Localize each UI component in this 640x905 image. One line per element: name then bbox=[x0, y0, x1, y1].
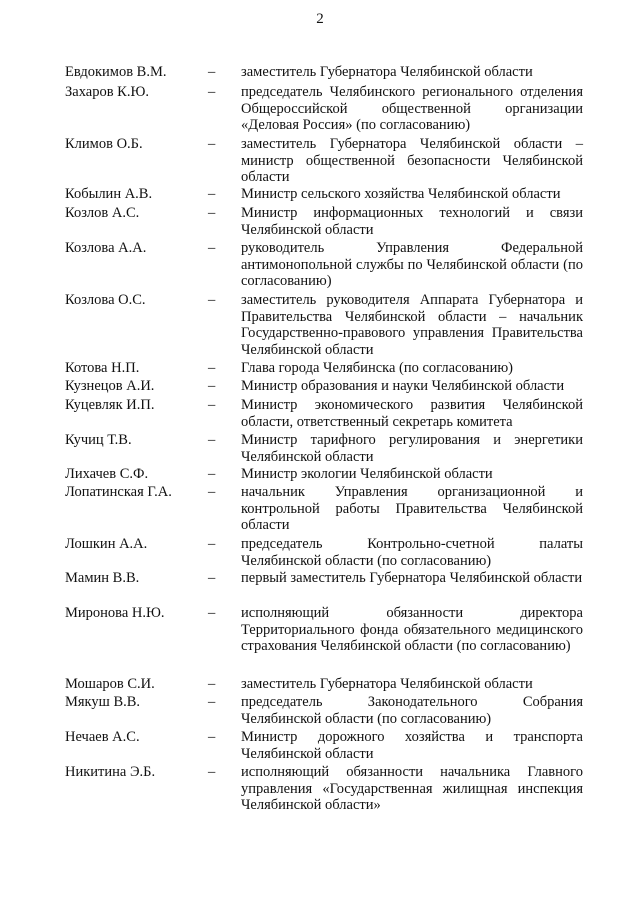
member-dash: – bbox=[208, 466, 216, 482]
member-dash: – bbox=[208, 729, 216, 745]
member-dash: – bbox=[208, 397, 216, 413]
member-role: Министр сельского хозяйства Челябинской области bbox=[241, 186, 561, 202]
member-dash: – bbox=[208, 186, 216, 202]
member-role: исполняющий обязанности директора Территориального фонда обязательного медицинского страхования Челябинской области (по согласованию) bbox=[241, 605, 583, 655]
member-dash: – bbox=[208, 484, 216, 500]
member-dash: – bbox=[208, 84, 216, 100]
member-name: Евдокимов В.М. bbox=[65, 64, 167, 80]
page-number: 2 bbox=[316, 11, 324, 27]
member-dash: – bbox=[208, 292, 216, 308]
member-name: Мамин В.В. bbox=[65, 570, 140, 586]
member-role: Министр информационных технологий и связи Челябинской области bbox=[241, 205, 583, 238]
member-name: Кобылин А.В. bbox=[65, 186, 153, 202]
member-dash: – bbox=[208, 694, 216, 710]
member-dash: – bbox=[208, 378, 216, 394]
member-dash: – bbox=[208, 536, 216, 552]
member-name: Мякуш В.В. bbox=[65, 694, 141, 710]
member-dash: – bbox=[208, 676, 216, 692]
member-dash: – bbox=[208, 136, 216, 152]
member-dash: – bbox=[208, 432, 216, 448]
member-role: председатель Контрольно-счетной палаты Челябинской области (по согласованию) bbox=[241, 536, 583, 569]
member-role: исполняющий обязанности начальника Главного управления «Государственная жилищная инспекция Челябинской области» bbox=[241, 764, 583, 814]
member-role: заместитель Губернатора Челябинской области bbox=[241, 676, 533, 692]
member-role: начальник Управления организационной и контрольной работы Правительства Челябинской области bbox=[241, 484, 583, 534]
member-role: Министр экономического развития Челябинской области, ответственный секретарь комитета bbox=[241, 397, 583, 430]
member-role: Глава города Челябинска (по согласованию) bbox=[241, 360, 514, 376]
member-name: Кучиц Т.В. bbox=[65, 432, 132, 448]
member-role: Министр экологии Челябинской области bbox=[241, 466, 493, 482]
member-dash: – bbox=[208, 570, 216, 586]
member-name: Никитина Э.Б. bbox=[65, 764, 156, 780]
member-name: Лошкин А.А. bbox=[65, 536, 148, 552]
member-name: Козлова О.С. bbox=[65, 292, 146, 308]
member-role: первый заместитель Губернатора Челябинской области bbox=[241, 570, 583, 586]
member-name: Миронова Н.Ю. bbox=[65, 605, 165, 621]
member-dash: – bbox=[208, 240, 216, 256]
member-role: заместитель Губернатора Челябинской области bbox=[241, 64, 533, 80]
member-role: заместитель Губернатора Челябинской области – министр общественной безопасности Челябинской области bbox=[241, 136, 583, 186]
member-role: руководитель Управления Федеральной антимонопольной службы по Челябинской области (по согласованию) bbox=[241, 240, 583, 290]
member-dash: – bbox=[208, 64, 216, 80]
member-name: Куцевляк И.П. bbox=[65, 397, 155, 413]
member-name: Котова Н.П. bbox=[65, 360, 140, 376]
member-role: председатель Челябинского регионального отделения Общероссийской общественной организации «Деловая Россия» (по согласованию) bbox=[241, 84, 583, 134]
member-dash: – bbox=[208, 205, 216, 221]
member-name: Лихачев С.Ф. bbox=[65, 466, 149, 482]
member-name: Кузнецов А.И. bbox=[65, 378, 155, 394]
member-role: Министр дорожного хозяйства и транспорта Челябинской области bbox=[241, 729, 583, 762]
member-dash: – bbox=[208, 360, 216, 376]
member-name: Козлова А.А. bbox=[65, 240, 147, 256]
member-name: Лопатинская Г.А. bbox=[65, 484, 172, 500]
member-dash: – bbox=[208, 764, 216, 780]
member-name: Захаров К.Ю. bbox=[65, 84, 149, 100]
member-name: Козлов А.С. bbox=[65, 205, 140, 221]
member-role: Министр тарифного регулирования и энергетики Челябинской области bbox=[241, 432, 583, 465]
member-role: заместитель руководителя Аппарата Губернатора и Правительства Челябинской области – начальник Государственно-правового управления Правительства Челябинской области bbox=[241, 292, 583, 358]
member-role: председатель Законодательного Собрания Челябинской области (по согласованию) bbox=[241, 694, 583, 727]
member-name: Мошаров С.И. bbox=[65, 676, 155, 692]
member-name: Климов О.Б. bbox=[65, 136, 143, 152]
member-name: Нечаев А.С. bbox=[65, 729, 140, 745]
member-dash: – bbox=[208, 605, 216, 621]
member-role: Министр образования и науки Челябинской области bbox=[241, 378, 565, 394]
